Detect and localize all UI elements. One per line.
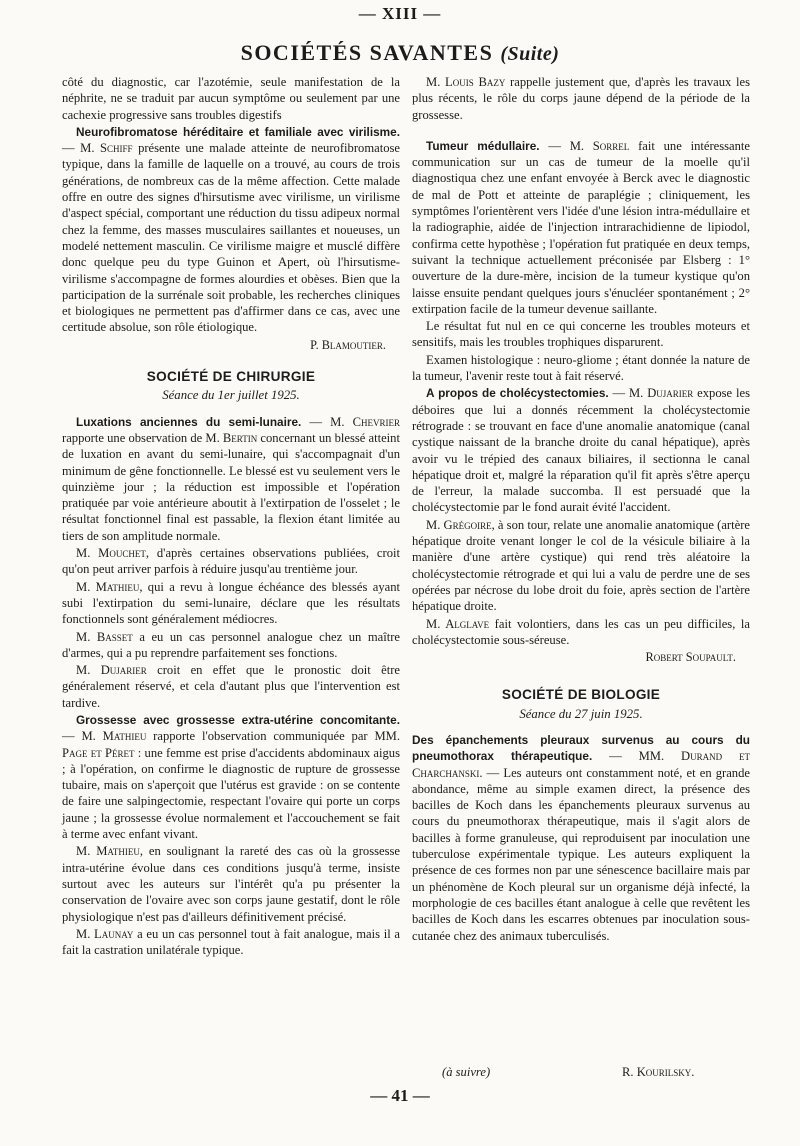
paragraph-neurofibromatose: Neurofibromatose héréditaire et familiale avec virilisme. — M. Schiff présente une malade atteinte de neurofibromatose typique, dans la famille de laquelle on a trouvé, au cours de trois générations, de nombreux cas de la même affection. Cette malade offre en outre des signes d'hirsutisme avec virilisme, un virilisme d'aspect spécial, comportant une réduction du tissu adipeux normal chez la femme, des masses musculaires saillantes et noueuses, un modelé nettement masculin. Ce virilisme maigre et musclé diffère donc quelque peu du type Guinon et Apert, où l'hirsutisme-virilisme s'accompagne de formes alourdies et obèses. Bien que la participation de la surrénale soit probable, les recherches cliniques et biologiques ne permettent pas d'affirmer dans ce cas, avec une certitude absolue, son rôle étiologique. bbox=[62, 124, 400, 335]
paragraph: côté du diagnostic, car l'azotémie, seule manifestation de la néphrite, ne se traduit par aucun symptôme ou seulement par une cachexie progressive sans troubles digestifs bbox=[62, 75, 400, 122]
author-name: M. Louis Bazy bbox=[426, 75, 506, 89]
paragraph bbox=[62, 579, 400, 628]
author-name: M. Launay bbox=[76, 926, 134, 941]
page-number: — XIII — bbox=[358, 4, 442, 23]
article-text: fait volontiers, dans les cas un peu difficiles, la cholécystectomie sous-séreuse. bbox=[412, 616, 750, 647]
paragraph bbox=[62, 843, 400, 924]
signature: P. Blamoutier. bbox=[310, 337, 386, 352]
section-title: SOCIÉTÉS SAVANTES bbox=[240, 40, 494, 65]
paragraph-grossesse: Grossesse avec grossesse extra-utérine concomitante. — M. Mathieu rapporte l'observation communiquée par MM. Page et Péret : une femme est prise d'accidents abdominaux aigus ; à l'opération, on confirme le diagnostic de rupture de grossesse tubaire, mais on s'aperçoit que l'utérus est gravide : on se contente de faire une salpingectomie, respectant l'ovaire qui porte un corps jaune ; la grossesse évolue normalement et l'accouchement se fait à terme avec enfant vivant. bbox=[62, 712, 401, 842]
author-name: M. Mathieu bbox=[81, 729, 147, 744]
society-heading: SOCIÉTÉ DE BIOLOGIE bbox=[501, 687, 661, 703]
paragraph bbox=[62, 629, 400, 662]
paragraph bbox=[412, 517, 750, 615]
article-text: fait une intéressante communication sur un cas de tumeur de la moelle qu'il diagnostiqua chez une enfant envoyée à Berck avec le diagnostic de mal de Pott et atteinte de paraplégie ; cliniquement, les symptômes l'orientèrent vers l'idée d'une lésion intra-médullaire et la radiographie, aidée de l'injection intrarachidienne de lipiodol, confirma cette hypothèse ; l'opération fut pratiquée en deux temps, suivant la technique actuellement préconisée par Elsberg : 1° ouverture de la dure-mère, incision de la tumeur kystique qu'on laisse ensuite pendant quelques jours s'énucléer spontanément ; 2° extirpation facile de la tumeur devenue saillante. bbox=[412, 138, 751, 316]
author-name: M. Sorrel bbox=[569, 138, 630, 153]
article-title: Neurofibromatose héréditaire et familiale avec virilisme. bbox=[76, 124, 400, 139]
paragraph bbox=[62, 926, 400, 959]
article-text: , à son tour, relate une anomalie anatomique (artère hépatique droite venant longer le col de la vésicule biliaire à la manière d'une artère cystique) qui rend très aléatoire la cholécystectomie rétrograde et qui lui a valu de perdre une de ses opérées par nécrose du lobe droit du foie, après section de l'artère hépatique droite. bbox=[412, 517, 750, 614]
author-name: M. Bertin bbox=[205, 430, 258, 445]
paragraph bbox=[62, 545, 400, 578]
article-title: Tumeur médullaire. bbox=[426, 138, 540, 153]
author-name: MM. Durand et Charchanski. bbox=[412, 749, 751, 780]
paragraph bbox=[412, 74, 750, 123]
article-title: Luxations anciennes du semi-lunaire. bbox=[76, 414, 302, 429]
article-text: expose les déboires que lui a donnés récemment la cholécystectomie rétrograde : se trouvant en face d'une anomalie anatomique (canal cystique naissant de la branche droite du canal hépatique), après avoir vu le trépied des canaux biliaires, il sectionna le canal hépatique droit et, malgré la réparation qu'il fit après s'être aperçu de l'erreur, la malade succomba. Il est persuadé que la cholécystectomie par le fond aurait évité l'accident. bbox=[412, 386, 750, 515]
author-name: M. Grégoire bbox=[426, 517, 492, 532]
paragraph bbox=[412, 616, 750, 649]
author-name: M. Mouchet bbox=[76, 546, 146, 561]
author-name: M. Alglave bbox=[426, 616, 490, 631]
author-name: MM. Page et Péret bbox=[62, 729, 400, 760]
author-name: M. Chevrier bbox=[330, 414, 400, 429]
article-text: , en soulignant la rareté des cas où la grossesse intra-utérine évolue dans ces conditions jusqu'à terme, insiste surtout avec les auteurs sur l'intérêt qu'a pu présenter la conservation de l'ovaire avec son corps jaune gestatif, dont le rôle physiologique n'est pas d'ailleurs définitivement précisé. bbox=[62, 844, 400, 924]
article-text: concernant un blessé atteint de luxation en avant du semi-lunaire, qui s'accompagnait d'un minimum de gêne fonctionnelle. Le blessé est vu seulement vers le quinzième jour ; la réduction est impossible et l'opération pratiquée par voie antérieure aboutit à l'extirpation de l'osselet ; le résultat fonctionnel final est passable, la flexion étant limitée au tiers de son amplitude normale. bbox=[62, 430, 400, 543]
author-name: M. Dujarier bbox=[628, 386, 694, 401]
left-column bbox=[62, 74, 400, 959]
article-text: , d'après certaines observations publiées, croit qu'on peut arriver parfois à réduire jusqu'au trentième jour. bbox=[62, 546, 400, 577]
article-text: : une femme est prise d'accidents abdominaux aigus ; à l'opération, on confirme le diagnostic de rupture de grossesse tubaire, mais on s'aperçoit que l'utérus est gravide : on se contente de faire une salpingectomie, respectant l'ovaire qui porte un corps jaune ; la grossesse évolue normalement et l'accouchement se fait à terme avec enfant vivant. bbox=[62, 745, 401, 842]
article-text: présente une malade atteinte de neurofibromatose typique, dans la famille de laquelle on a trouvé, au cours de trois générations, de nombreux cas de la même affection. Cette malade offre en outre des signes d'hirsutisme avec virilisme, un virilisme d'aspect spécial, comportant une réduction du tissu adipeux normal chez la femme, des masses musculaires saillantes et noueuses, un modelé nettement masculin. Ce virilisme maigre et musclé diffère donc quelque peu du type Guinon et Apert, où l'hirsutisme-virilisme s'accompagne de formes alourdies et obèses. Bien que la participation de la surrénale soit probable, les recherches cliniques et biologiques ne permettent pas d'affirmer dans ce cas, avec une certitude absolue, son rôle étiologique. bbox=[62, 141, 400, 335]
article-text: croit en effet que le pronostic doit être généralement réservé, et cela d'autant plus que l'intervention est tardive. bbox=[62, 663, 400, 710]
author-name: M. Mathieu bbox=[76, 844, 140, 859]
paragraph-cholecystectomies: A propos de cholécystectomies. — M. Dujarier expose les déboires que lui a donnés récemment la cholécystectomie rétrograde : se trouvant en face d'une anomalie anatomique (canal cystique naissant de la branche droite du canal hépatique), après avoir vu le trépied des canaux biliaires, il sectionna le canal hépatique droit et, malgré la réparation qu'il fit après s'être aperçu de l'erreur, la malade succomba. Il est persuadé que la cholécystectomie par le fond aurait évité l'accident. bbox=[412, 386, 750, 515]
author-name: M. Dujarier bbox=[76, 663, 147, 678]
signature: Robert Soupault. bbox=[645, 650, 736, 665]
author-name: M. Basset bbox=[76, 629, 133, 644]
article-text: Les auteurs ont constamment noté, et en grande abondance, même au simple examen direct, la présence des bacilles de Koch dans les épanchements pleuraux survenus au cours du pneumothorax thérapeutique, mais il s'agit alors de bacilles à forme granuleuse, qui reproduisent par inoculation une tuberculose expérimentale typique. Les auteurs expliquent la présence de ces formes non par une sénescence bacillaire mais par un phénomène de Koch pleural sur un organisme déjà infecté, la morphologie de ces bacilles étant analogue à celle que revêtent les bacilles de Koch dans les escarres obtenues par inoculation sous-cutanée chez des animaux tuberculisés. bbox=[412, 765, 750, 943]
paragraph-luxations: Luxations anciennes du semi-lunaire. — M. Chevrier rapporte une observation de M. Bertin concernant un blessé atteint de luxation en avant du semi-lunaire, qui s'accompagnait d'un minimum de gêne fonctionnelle. Le blessé est vu seulement vers le quinzième jour ; la réduction est impossible et l'opération pratiquée par voie antérieure aboutit à l'extirpation de l'osselet ; le résultat fonctionnel final est passable, la flexion étant limitée au tiers de son amplitude normale. bbox=[62, 414, 400, 543]
article-title: Des épanchements pleuraux survenus au cours du pneumothorax thérapeutique. bbox=[412, 732, 750, 764]
society-heading: SOCIÉTÉ DE CHIRURGIE bbox=[146, 369, 316, 385]
article-title: Grossesse avec grossesse extra-utérine concomitante. bbox=[76, 712, 400, 727]
article-text: rapporte l'observation communiquée par bbox=[146, 729, 375, 744]
author-name: M. Schiff bbox=[80, 141, 133, 156]
article-text: rappelle justement que, d'après les travaux les plus récents, le rôle du corps jaune dépend de la période de la grossesse. bbox=[412, 75, 750, 122]
to-be-continued: (à suivre) bbox=[442, 1065, 491, 1079]
session-date: Séance du 1er juillet 1925. bbox=[162, 388, 300, 403]
paragraph: Examen histologique : neuro-gliome ; étant donnée la nature de la tumeur, l'avenir reste tout à fait réservé. bbox=[412, 352, 750, 384]
paragraph: Le résultat fut nul en ce qui concerne les troubles moteurs et sensitifs, mais les troubles trophiques disparurent. bbox=[412, 319, 750, 350]
article-text: , qui a revu à longue échéance des blessés ayant subi l'extirpation du semi-lunaire, déclare que les résultats fonctionnels sont généralement médiocres. bbox=[62, 579, 401, 627]
author-name: M. Mathieu bbox=[76, 579, 140, 594]
section-title-suffix: (Suite) bbox=[500, 43, 560, 65]
paragraph-tumeur: Tumeur médullaire. — M. Sorrel fait une intéressante communication sur un cas de tumeur de la moelle qu'il diagnostiqua chez une enfant envoyée à Berck avec le diagnostic de mal de Pott et atteinte de paraplégie ; cliniquement, les symptômes l'orientèrent vers l'idée d'une lésion intra-médullaire et la radiographie, aidée de l'injection intrarachidienne de lipiodol, confirma cette hypothèse ; l'opération fut pratiquée en deux temps, suivant la technique actuellement préconisée par Elsberg : 1° ouverture de la dure-mère, incision de la tumeur kystique qu'on laisse ensuite pendant quelques jours s'énucléer spontanément ; 2° extirpation facile de la tumeur devenue saillante. bbox=[412, 138, 751, 316]
paragraph bbox=[62, 662, 400, 711]
session-date: Séance du 27 juin 1925. bbox=[519, 706, 643, 721]
right-column bbox=[412, 74, 750, 945]
article-text: rapporte une observation de bbox=[62, 430, 206, 445]
article-text: a eu un cas personnel analogue chez un maître d'armes, qui a pu reprendre parfaitement ses fonctions. bbox=[62, 629, 400, 660]
folio: — 41 — bbox=[370, 1086, 430, 1105]
signature: R. Kourilsky. bbox=[622, 1065, 695, 1079]
article-text: a eu un cas personnel tout à fait analogue, mais il a fait la castration unilatérale typique. bbox=[62, 926, 400, 958]
article-title: A propos de cholécystectomies. bbox=[426, 386, 609, 401]
page-title bbox=[0, 40, 800, 66]
paragraph-epanchements: Des épanchements pleuraux survenus au cours du pneumothorax thérapeutique. — MM. Durand et Charchanski. — Les auteurs ont constamment noté, et en grande abondance, même au simple examen direct, la présence des bacilles de Koch dans les épanchements pleuraux survenus au cours du pneumothorax thérapeutique, mais il s'agit alors de bacilles à forme granuleuse, qui reproduisent par inoculation une tuberculose expérimentale typique. Les auteurs expliquent la présence de ces formes non par une sénescence bacillaire mais par un phénomène de Koch pleural sur un organisme déjà infecté, la morphologie de ces bacilles étant analogue à celle que revêtent les bacilles de Koch dans les escarres obtenues par inoculation sous-cutanée chez des animaux tuberculisés. bbox=[412, 732, 751, 943]
